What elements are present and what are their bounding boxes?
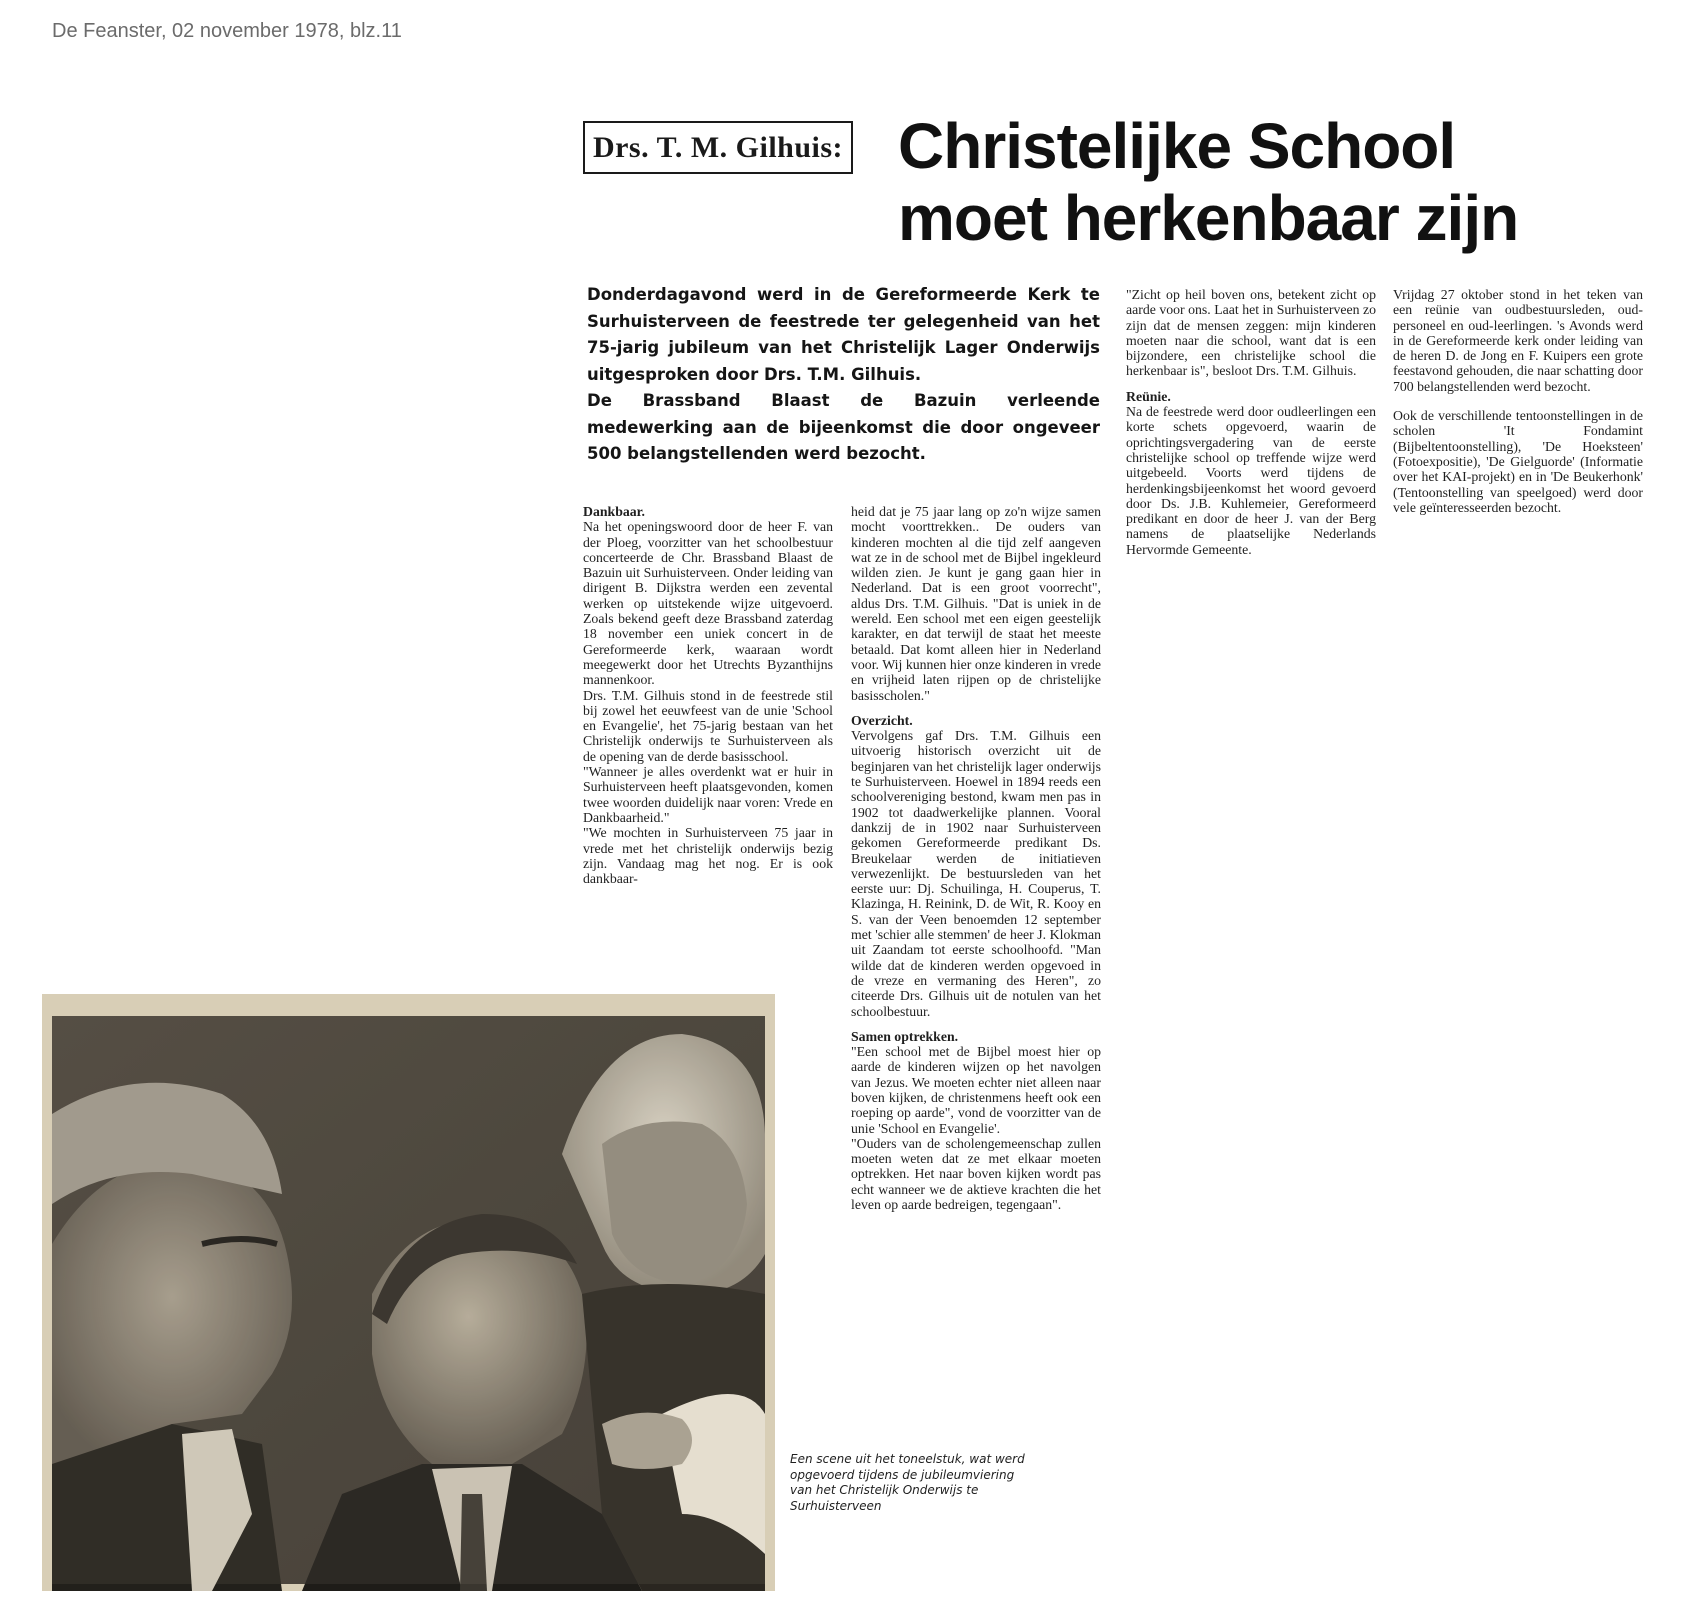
lead-paragraph [587, 282, 1100, 468]
column-3-paragraph-1: "Zicht op heil boven ons, betekent zicht op aarde voor ons. Laat het in Surhuisterveen zo zijn dat de mensen zeggen: mijn kinderen moeten naar die school, want dat is een bijzondere, een christelijke school die herkenbaar is", besloot Drs. T.M. Gilhuis. [1126, 287, 1376, 379]
column-4-paragraph-2: Ook de verschillende tentoonstellingen in de scholen 'It Fondamint (Bijbeltentoonstelling), 'De Hoeksteen' (Fotoexpositie), 'De Gielguorde' (Informatie over het KAI-projekt) en in 'De Beukerhonk' (Tentoonstelling van speelgoed) werd door vele geïnteresseerden bezocht. [1393, 408, 1643, 515]
article-column-4 [1393, 287, 1643, 515]
photo-caption: Een scene uit het toneelstuk, wat werd opgevoerd tijdens de jubileumviering van het Christelijk Onderwijs te Surhuisterveen [790, 1452, 1025, 1513]
headline [898, 110, 1618, 254]
article-column-1 [583, 504, 833, 886]
column-2-paragraph-3: "Een school met de Bijbel moest hier op aarde de kinderen wijzen op het navolgen van Jezus. We moeten echter niet alleen naar boven kijken, de christenmens heeft ook een roeping op aarde", vond de voorzitter van de unie 'School en Evangelie'. [851, 1044, 1101, 1136]
column-2-paragraph-1: heid dat je 75 jaar lang op zo'n wijze samen mocht voorttrekken.. De ouders van kinderen mochten al die tijd zelf aangeven wat ze in de school met de Bijbel ingekleurd wilden zien. Je kunt je gang gaan hier in Nederland. Dat is een groot voorrecht", aldus Drs. T.M. Gilhuis. "Dat is uniek in de wereld. Een school met een eigen geestelijk karakter, en dat terwijl de staat het meeste betaald. Dat komt alleen hier in Nederland voor. Wij kunnen hier onze kinderen in vrede en vrijheid laten rijpen op de christelijke basisscholen." [851, 504, 1101, 703]
lead-text-1: Donderdagavond werd in de Gereformeerde Kerk te Surhuisterveen de feestrede ter gelegenheid van het 75-jarig jubileum van het Christelijk Lager Onderwijs uitgesproken door Drs. T.M. Gilhuis. [587, 285, 1100, 384]
column-2-paragraph-2: Vervolgens gaf Drs. T.M. Gilhuis een uitvoerig historisch overzicht uit de beginjaren van het christelijk lager onderwijs te Surhuisterveen. Hoewel in 1894 reeds een schoolvereniging bestond, kwam men pas in 1902 tot daadwerkelijke plannen. Vooral dankzij de in 1902 naar Surhuisterveen gekomen Gereformeerde predikant Ds. Breukelaar werden de initiatieven verwezenlijkt. De bestuursleden van het eerste uur: Dj. Schuilinga, H. Couperus, T. Klazinga, H. Reinink, D. de Wit, R. Kooy en S. van der Veen benoemden 12 september met 'schier alle stemmen' de heer J. Klokman uit Zaandam tot eerste schoolhoofd. "Man wilde dat de kinderen werden opgevoed in de vreze en vermaning des Heren", zo citeerde Drs. Gilhuis uit de notulen van het schoolbestuur. [851, 728, 1101, 1019]
column-1-paragraph-4: "We mochten in Surhuisterveen 75 jaar in vrede met het christelijk onderwijs bezig zijn. Vandaag mag het nog. Er is ook dankbaar- [583, 825, 833, 887]
subheading-samen-optrekken: Samen optrekken. [851, 1028, 959, 1044]
headline-line-2: moet herkenbaar zijn [898, 182, 1519, 254]
subheading-overzicht: Overzicht. [851, 712, 913, 728]
photo [42, 994, 775, 1591]
subheading-dankbaar: Dankbaar. [583, 504, 645, 519]
column-1-paragraph-2: Drs. T.M. Gilhuis stond in de feestrede stil bij zowel het eeuwfeest van de unie 'School en Evangelie', het 75-jarig bestaan van het Christelijk onderwijs te Surhuisterveen als de opening van de derde basisschool. [583, 687, 833, 764]
kicker-box: Drs. T. M. Gilhuis: [583, 121, 853, 174]
photo-illustration [42, 994, 775, 1591]
article-column-2 [851, 504, 1101, 1212]
article-column-3 [1126, 287, 1376, 557]
column-2-paragraph-4: "Ouders van de scholengemeenschap zullen moeten weten dat ze met elkaar moeten optrekken. Het naar boven kijken wordt pas echt wanneer we de aktieve krachten die het leven op aarde bedreigen, tegengaan". [851, 1135, 1101, 1213]
source-line: De Feanster, 02 november 1978, blz.11 [52, 20, 402, 42]
headline-line-1: Christelijke School [898, 110, 1456, 182]
lead-text-2: De Brassband Blaast de Bazuin verleende medewerking aan de bijeenkomst die door ongeveer 500 belangstellenden werd bezocht. [587, 391, 1100, 463]
subheading-reunie: Reünie. [1126, 388, 1171, 404]
column-1-paragraph-3: "Wanneer je alles overdenkt wat er huir in Surhuisterveen heeft plaatsgevonden, komen twee woorden duidelijk naar voren: Vrede en Dankbaarheid." [583, 764, 833, 825]
column-1-paragraph-1: Na het openingswoord door de heer F. van der Ploeg, voorzitter van het schoolbestuur concerteerde de Chr. Brassband Blaast de Bazuin uit Surhuisterveen. Onder leiding van dirigent B. Dijkstra werden een zevental werken op uitstekende wijze uitgevoerd. Zoals bekend geeft deze Brassband zaterdag 18 november een uniek concert in de Gereformeerde kerk, waaraan wordt meegewerkt door het Utrechts Byzanthijns mannenkoor. [583, 519, 833, 688]
column-4-paragraph-1: Vrijdag 27 oktober stond in het teken van een reünie van oudbestuursleden, oud-personeel en oud-leerlingen. 's Avonds werd in de Gereformeerde kerk onder leiding van de heren D. de Jong en F. Kuipers een grote feestavond gehouden, die naar schatting door 700 belangstellenden werd bezocht. [1393, 287, 1643, 394]
column-3-paragraph-2: Na de feestrede werd door oudleerlingen een korte schets opgevoerd, waarin de oprichtingsvergadering van de eerste christelijke school op treffende wijze werd uitgebeeld. Voorts werd tijdens de herdenkingsbijeenkomst het woord gevoerd door Ds. J.B. Kuhlemeier, Gereformeerd predikant en door de heer J. van der Berg namens de plaatselijke Nederlands Hervormde Gemeente. [1126, 404, 1376, 557]
